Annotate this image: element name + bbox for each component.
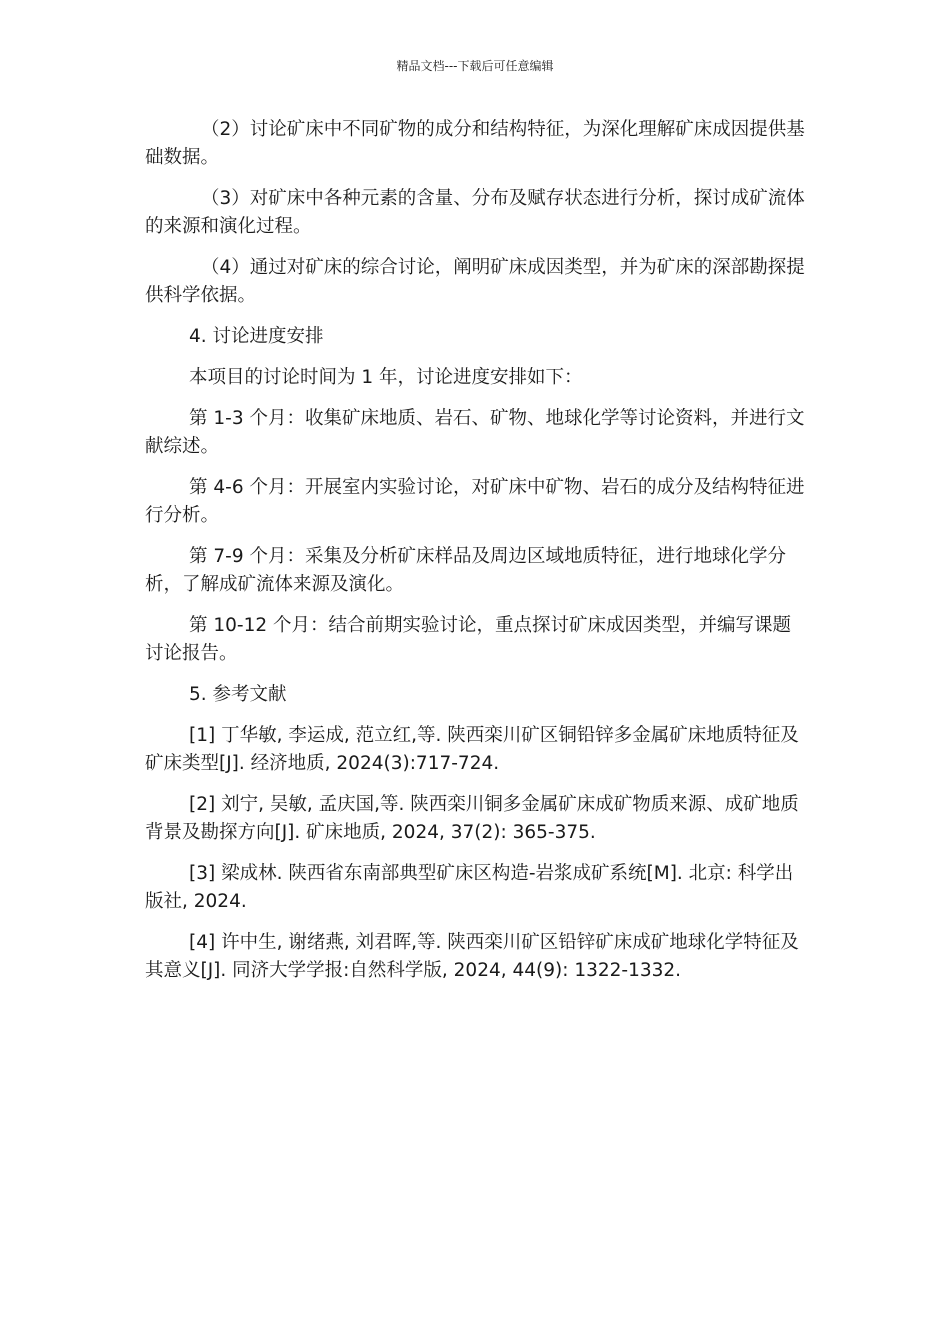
- reference-2: [2] 刘宁, 吴敏, 孟庆国,等. 陕西栾川铜多金属矿床成矿物质来源、成矿地质背景及勘探方向[J]. 矿床地质, 2024, 37(2): 365-375.: [145, 794, 799, 843]
- section-heading-references: 5. 参考文献: [189, 684, 287, 705]
- schedule-intro: 本项目的讨论时间为 1 年，讨论进度安排如下：: [189, 367, 583, 388]
- document-body: [145, 116, 807, 998]
- schedule-item-4: 第 10-12 个月：结合前期实验讨论，重点探讨矿床成因类型，并编写课题讨论报告。: [145, 615, 792, 664]
- page-header: 精品文档---下载后可任意编辑: [396, 59, 554, 73]
- schedule-item-1: 第 1-3 个月：收集矿床地质、岩石、矿物、地球化学等讨论资料，并进行文献综述。: [145, 408, 805, 457]
- schedule-item-3: 第 7-9 个月：采集及分析矿床样品及周边区域地质特征，进行地球化学分析，了解成矿流体来源及演化。: [145, 546, 786, 595]
- reference-1: [1] 丁华敏, 李运成, 范立红,等. 陕西栾川矿区铜铅锌多金属矿床地质特征及矿床类型[J]. 经济地质, 2024(3):717-724.: [145, 725, 799, 774]
- section-heading-schedule: 4. 讨论进度安排: [189, 326, 324, 347]
- reference-4: [4] 许中生, 谢绪燕, 刘君晖,等. 陕西栾川矿区铅锌矿床成矿地球化学特征及其意义[J]. 同济大学学报:自然科学版, 2024, 44(9): 1322-1332.: [145, 932, 799, 981]
- objective-paragraph-4: （4）通过对矿床的综合讨论，阐明矿床成因类型，并为矿床的深部勘探提供科学依据。: [145, 257, 805, 306]
- objective-paragraph-2: （2）讨论矿床中不同矿物的成分和结构特征，为深化理解矿床成因提供基础数据。: [145, 119, 805, 168]
- schedule-item-2: 第 4-6 个月：开展室内实验讨论，对矿床中矿物、岩石的成分及结构特征进行分析。: [145, 477, 805, 526]
- objective-paragraph-3: （3）对矿床中各种元素的含量、分布及赋存状态进行分析，探讨成矿流体的来源和演化过程。: [145, 188, 805, 237]
- reference-3: [3] 梁成林. 陕西省东南部典型矿床区构造-岩浆成矿系统[M]. 北京: 科学出版社, 2024.: [145, 863, 794, 912]
